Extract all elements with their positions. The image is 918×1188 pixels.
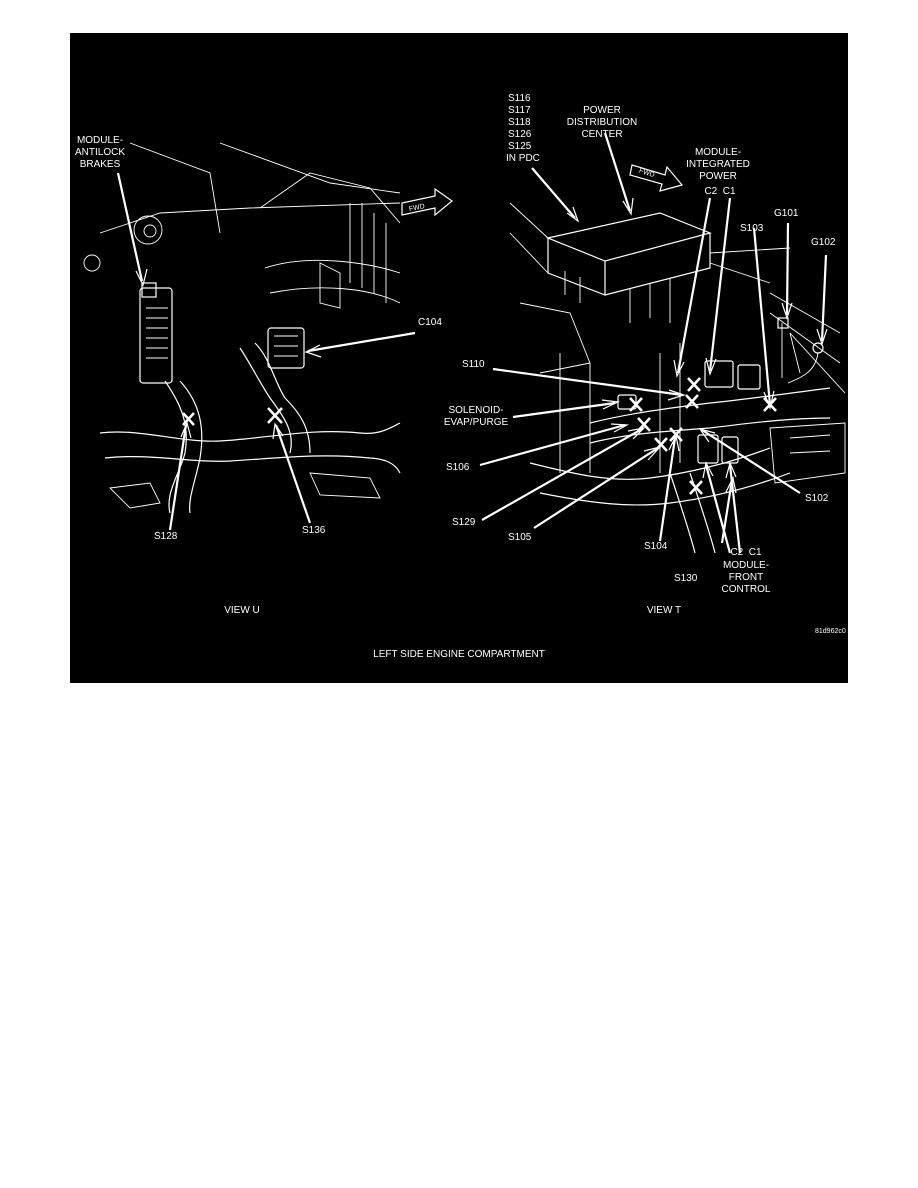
- fcm-label-2: FRONT: [728, 572, 764, 583]
- view-u-artwork: [84, 143, 400, 513]
- pdc-splice-note: IN PDC: [506, 153, 540, 164]
- pdc-label-2: DISTRIBUTION: [566, 117, 638, 128]
- ipm-connector-label: C2 C1: [704, 186, 736, 197]
- view-u-title: VIEW U: [224, 605, 260, 616]
- s105-label: S105: [508, 532, 532, 543]
- abs-module-label-2: ANTILOCK: [74, 147, 126, 158]
- c104-label: C104: [418, 317, 442, 328]
- ipm-label-2: INTEGRATED: [686, 159, 750, 170]
- wiring-diagram: [70, 33, 848, 683]
- figure-caption: LEFT SIDE ENGINE COMPARTMENT: [373, 649, 545, 660]
- abs-module-label-1: MODULE-: [76, 135, 124, 146]
- ipm-label-3: POWER: [699, 171, 737, 182]
- s102-label: S102: [805, 493, 829, 504]
- pdc-splice-1: S116: [508, 93, 531, 104]
- s104-label: S104: [644, 541, 668, 552]
- solenoid-label-2: EVAP/PURGE: [443, 417, 509, 428]
- s110-label: S110: [462, 359, 485, 370]
- fwd-arrow-right: [630, 165, 682, 191]
- view-t-title: VIEW T: [646, 605, 682, 616]
- fcm-label-3: CONTROL: [721, 584, 771, 595]
- s129-label: S129: [452, 517, 476, 528]
- ipm-label-1: MODULE-: [694, 147, 742, 158]
- view-u-labels: [75, 135, 442, 616]
- s103-label: S103: [740, 223, 764, 234]
- fwd-label-t: FWD: [637, 167, 656, 180]
- pdc-splice-4: S126: [508, 129, 532, 140]
- s128-label: S128: [154, 531, 178, 542]
- figure-code: 81d962c0: [815, 628, 846, 635]
- s130-label: S130: [674, 573, 698, 584]
- g101-label: G101: [774, 208, 799, 219]
- s106-label: S106: [446, 462, 470, 473]
- diagram-canvas: [70, 33, 848, 683]
- pdc-splice-5: S125: [508, 141, 532, 152]
- pdc-label-1: POWER: [583, 105, 621, 116]
- fwd-label: FWD: [408, 203, 426, 214]
- abs-module-label-3: BRAKES: [79, 159, 121, 170]
- pdc-label-3: CENTER: [581, 129, 623, 140]
- s136-label: S136: [302, 525, 326, 536]
- pdc-splice-3: S118: [508, 117, 531, 128]
- fcm-label-1: MODULE-: [722, 560, 770, 571]
- fcm-connector-label: C2 C1: [730, 547, 762, 558]
- fwd-arrow-left: [402, 189, 452, 215]
- pdc-splice-2: S117: [508, 105, 531, 116]
- solenoid-label-1: SOLENOID-: [448, 405, 504, 416]
- g102-label: G102: [811, 237, 836, 248]
